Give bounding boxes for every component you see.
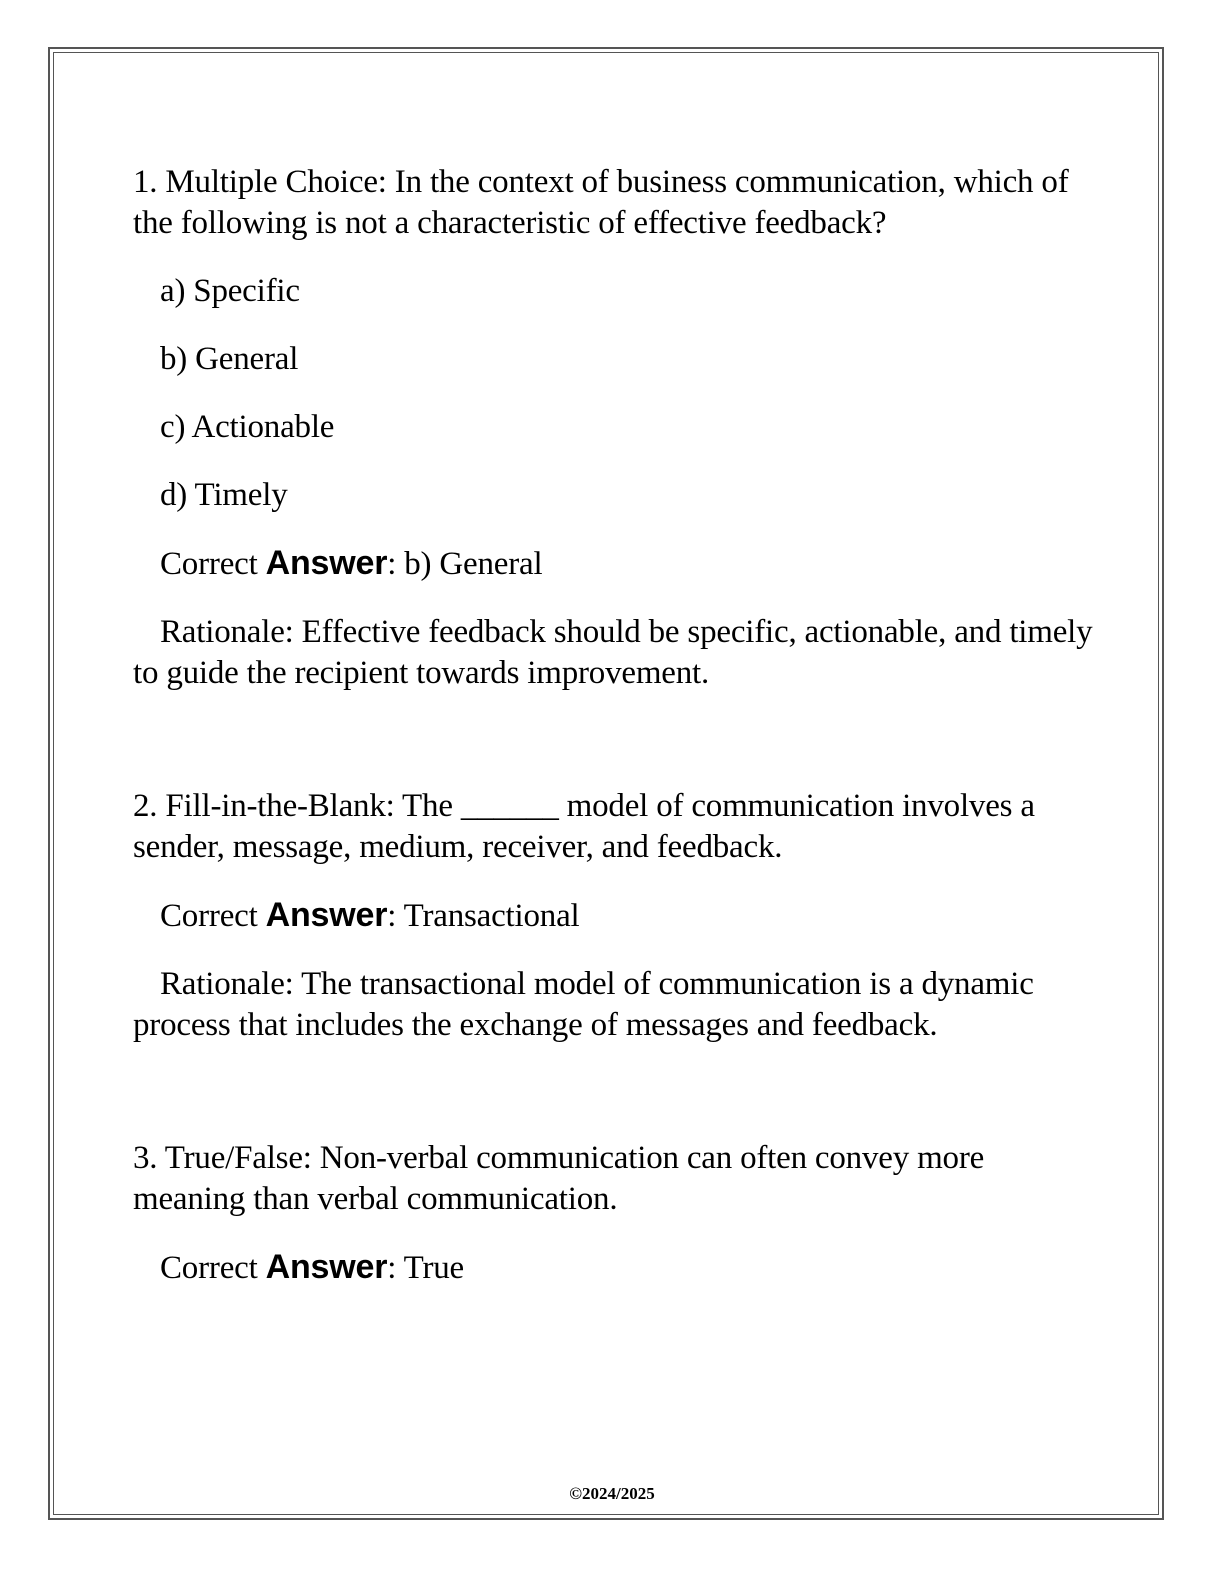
option-c: c) Actionable — [160, 409, 335, 445]
question-prompt: 3. True/False: Non-verbal communication can often convey more meaning than verbal communication. — [133, 1140, 985, 1217]
answer-prefix: Correct — [160, 1250, 266, 1286]
correct-answer-line — [133, 1247, 1093, 1289]
rationale: Rationale: Effective feedback should be specific, actionable, and timely to guide the recipient towards improvement. — [133, 614, 1093, 691]
answer-value: : Transactional — [387, 898, 580, 934]
answer-value: : b) General — [387, 546, 543, 582]
answer-prefix: Correct — [160, 546, 266, 582]
answer-word: Answer — [265, 896, 388, 934]
option-d: d) Timely — [160, 477, 288, 513]
answer-word: Answer — [265, 1248, 388, 1286]
question-prompt: 2. Fill-in-the-Blank: The ______ model of communication involves a sender, message, medium, receiver, and feedback. — [133, 788, 1035, 865]
answer-prefix: Correct — [160, 898, 266, 934]
question-block-2 — [133, 786, 1093, 1046]
document-body — [133, 162, 1093, 1289]
answer-word: Answer — [265, 544, 388, 582]
copyright-footer: ©2024/2025 — [569, 1484, 655, 1503]
question-block-3 — [133, 1138, 1093, 1289]
option-a: a) Specific — [160, 273, 300, 309]
option-b: b) General — [160, 341, 299, 377]
correct-answer-line — [133, 895, 1093, 937]
rationale: Rationale: The transactional model of communication is a dynamic process that includes the exchange of messages and feedback. — [133, 966, 1034, 1043]
question-prompt: 1. Multiple Choice: In the context of business communication, which of the following is not a characteristic of effective feedback? — [133, 164, 1069, 241]
answer-value: : True — [387, 1250, 464, 1286]
correct-answer-line — [133, 543, 1093, 585]
question-block-1 — [133, 162, 1093, 694]
